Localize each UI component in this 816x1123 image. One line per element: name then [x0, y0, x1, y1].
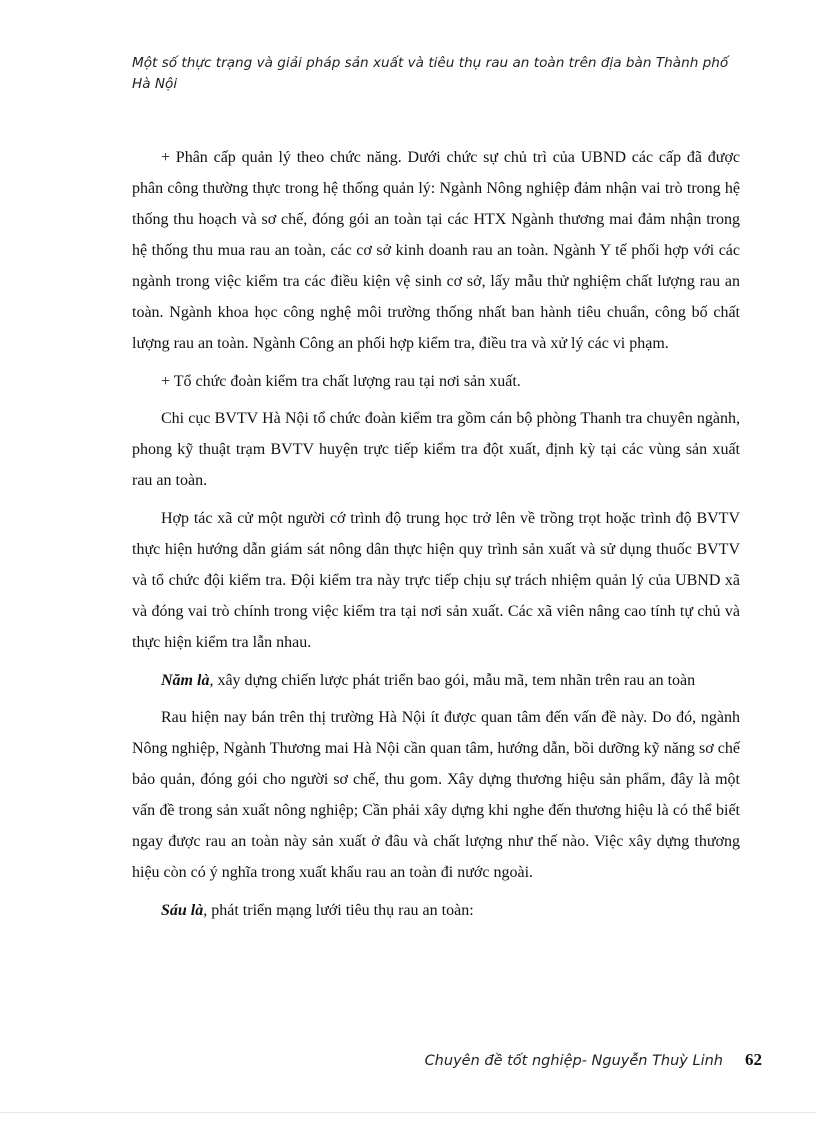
page-footer: [400, 1050, 762, 1076]
footer-author: Chuyên đề tốt nghiệp- Nguyễn Thuỳ Linh: [424, 1053, 723, 1069]
paragraph-text: Hợp tác xã cử một người cớ trình độ trung học trở lên về trồng trọt hoặc trình độ BVTV thực hiện hướng dẫn giám sát nông dân thực hiện quy trình sản xuất và sử dụng thuốc BVTV và tổ chức đội kiểm tra. Đội kiểm tra này trực tiếp chịu sự trách nhiệm quản lý của UBND xã và đóng vai trò chính trong việc kiểm tra tại nơi sản xuất. Các xã viên nâng cao tính tự chủ và thực hiện kiểm tra lẫn nhau.: [132, 510, 740, 651]
paragraph-sixth-point: [132, 895, 740, 926]
paragraph-lead: Sáu là: [161, 902, 204, 919]
page-edge: [0, 1112, 816, 1113]
paragraph-branding: [132, 702, 740, 888]
page-number: 62: [745, 1050, 762, 1069]
paragraph-text: Chi cục BVTV Hà Nội tổ chức đoàn kiểm tra gồm cán bộ phòng Thanh tra chuyên ngành, phong kỹ thuật trạm BVTV huyện trực tiếp kiểm tra đột xuất, định kỳ tại các vùng sản xuất rau an toàn.: [132, 410, 740, 489]
paragraph-inspection-team: [132, 366, 740, 397]
paragraph-text: , xây dựng chiến lược phát triển bao gói, mẫu mã, tem nhãn trên rau an toàn: [209, 672, 696, 689]
paragraph-text: + Tổ chức đoàn kiểm tra chất lượng rau tại nơi sản xuất.: [161, 373, 521, 390]
paragraph-text: , phát triển mạng lưới tiêu thụ rau an toàn:: [203, 902, 474, 919]
paragraph-lead: Năm là: [161, 672, 210, 689]
running-header: Một số thực trạng và giải pháp sản xuất và tiêu thụ rau an toàn trên địa bàn Thành phố Hà Nội: [132, 55, 729, 92]
document-body: [132, 142, 740, 933]
paragraph-plant-protection: [132, 403, 740, 496]
paragraph-text: Rau hiện nay bán trên thị trường Hà Nội ít được quan tâm đến vấn đề này. Do đó, ngành Nông nghiệp, Ngành Thương mai Hà Nội cần quan tâm, hướng dẫn, bồi dưỡng kỹ năng sơ chế bảo quản, đóng gói cho người sơ chế, thu gom. Xây dựng thương hiệu sản phẩm, đây là một vấn đề trong sản xuất nông nghiệp; Cần phải xây dựng khi nghe đến thương hiệu là có thể biết ngay được rau an toàn này sản xuất ở đâu và chất lượng như thế nào. Việc xây dựng thương hiệu còn có ý nghĩa trong xuất khẩu rau an toàn đi nước ngoài.: [132, 709, 740, 881]
paragraph-text: + Phân cấp quản lý theo chức năng. Dưới chức sự chủ trì của UBND các cấp đã được phân công thường thực trong hệ thống quản lý: Ngành Nông nghiệp đảm nhận vai trò trong hệ thống thu hoạch và sơ chế, đóng gói an toàn tại các HTX Ngành thương mai đảm nhận trong hệ thống thu mua rau an toàn, các cơ sở kinh doanh rau an toàn. Ngành Y tế phối hợp với các ngành trong việc kiểm tra các điều kiện vệ sinh cơ sở, lấy mẫu thử nghiệm chất lượng rau an toàn. Ngành khoa học công nghệ môi trường thống nhất ban hành tiêu chuẩn, công bố chất lượng rau an toàn. Ngành Công an phối hợp kiểm tra, điều tra và xử lý các vi phạm.: [132, 149, 740, 352]
paragraph-decentralization: [132, 142, 740, 359]
paragraph-cooperative: [132, 503, 740, 658]
paragraph-fifth-point: [132, 665, 740, 696]
